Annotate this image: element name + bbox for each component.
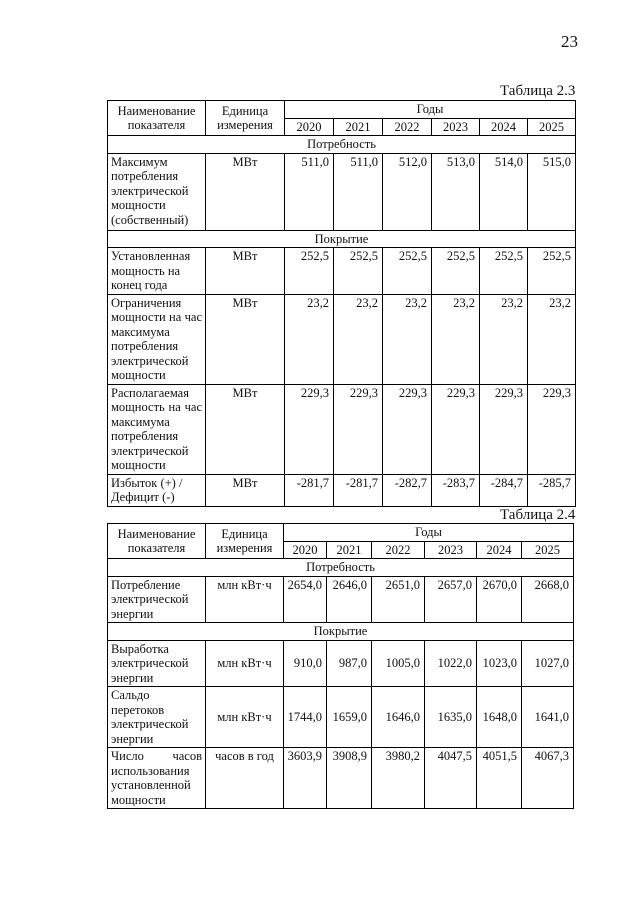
cell-value: 515,0 xyxy=(528,153,576,230)
section-title: Покрытие xyxy=(108,230,576,248)
row-name: Избыток (+) / Дефицит (-) xyxy=(108,474,206,506)
cell-value: 23,2 xyxy=(432,294,480,384)
table-row xyxy=(108,474,576,506)
header-year: 2024 xyxy=(480,118,528,136)
table-row xyxy=(108,687,574,748)
page-number: 23 xyxy=(561,32,578,51)
header-year: 2023 xyxy=(425,541,477,559)
table-row xyxy=(108,576,574,623)
cell-value: 4047,5 xyxy=(425,748,477,809)
cell-value: 1005,0 xyxy=(372,640,425,687)
cell-value: 2651,0 xyxy=(372,576,425,623)
cell-value: 4051,5 xyxy=(477,748,522,809)
row-name: Установленная мощность на конец года xyxy=(108,248,206,295)
cell-value: 511,0 xyxy=(334,153,383,230)
cell-value: 3603,9 xyxy=(284,748,327,809)
cell-value: 1659,0 xyxy=(327,687,372,748)
cell-value: 252,5 xyxy=(285,248,334,295)
cell-value: 229,3 xyxy=(528,384,576,474)
table-row xyxy=(108,640,574,687)
row-unit: МВт xyxy=(206,384,285,474)
cell-value: 1641,0 xyxy=(522,687,574,748)
header-years: Годы xyxy=(285,101,576,119)
header-unit: Единица измерения xyxy=(206,101,285,136)
cell-value: 252,5 xyxy=(334,248,383,295)
section-title: Покрытие xyxy=(108,623,574,641)
cell-value: 4067,3 xyxy=(522,748,574,809)
cell-value: -284,7 xyxy=(480,474,528,506)
cell-value: 23,2 xyxy=(334,294,383,384)
row-unit: МВт xyxy=(206,294,285,384)
cell-value: 2670,0 xyxy=(477,576,522,623)
cell-value: 23,2 xyxy=(528,294,576,384)
header-year: 2024 xyxy=(477,541,522,559)
cell-value: 1635,0 xyxy=(425,687,477,748)
cell-value: 252,5 xyxy=(383,248,432,295)
section-title: Потребность xyxy=(108,136,576,154)
header-year: 2021 xyxy=(334,118,383,136)
cell-value: 229,3 xyxy=(383,384,432,474)
cell-value: 252,5 xyxy=(528,248,576,295)
row-unit: МВт xyxy=(206,248,285,295)
row-name: Сальдо перетоков электрической энергии xyxy=(108,687,206,748)
table-row xyxy=(108,748,574,809)
header-year: 2025 xyxy=(522,541,574,559)
row-name: Потребление электрической энергии xyxy=(108,576,206,623)
cell-value: 910,0 xyxy=(284,640,327,687)
header-year: 2020 xyxy=(284,541,327,559)
cell-value: 252,5 xyxy=(480,248,528,295)
row-unit: млн кВт·ч xyxy=(206,576,284,623)
header-unit: Единица измерения xyxy=(206,524,284,559)
cell-value: 511,0 xyxy=(285,153,334,230)
row-unit: часов в год xyxy=(206,748,284,809)
cell-value: 229,3 xyxy=(285,384,334,474)
cell-value: 23,2 xyxy=(480,294,528,384)
table-row xyxy=(108,384,576,474)
table-2-3-caption: Таблица 2.3 xyxy=(500,83,576,99)
table-2-3 xyxy=(107,100,576,507)
table-row xyxy=(108,248,576,295)
cell-value: 3980,2 xyxy=(372,748,425,809)
cell-value: 252,5 xyxy=(432,248,480,295)
row-unit: млн кВт·ч xyxy=(206,687,284,748)
cell-value: 229,3 xyxy=(334,384,383,474)
cell-value: 987,0 xyxy=(327,640,372,687)
section-title: Потребность xyxy=(108,559,574,577)
row-name: Ограничения мощности на час максимума потребления электрической мощности xyxy=(108,294,206,384)
cell-value: 513,0 xyxy=(432,153,480,230)
header-years: Годы xyxy=(284,524,574,542)
cell-value: 23,2 xyxy=(383,294,432,384)
cell-value: 2654,0 xyxy=(284,576,327,623)
header-year: 2021 xyxy=(327,541,372,559)
table-row xyxy=(108,294,576,384)
cell-value: 514,0 xyxy=(480,153,528,230)
row-name: Выработка электрической энергии xyxy=(108,640,206,687)
row-name: Располагаемая мощность на час максимума потребления электрической мощности xyxy=(108,384,206,474)
cell-value: 3908,9 xyxy=(327,748,372,809)
cell-value: 229,3 xyxy=(480,384,528,474)
cell-value: 229,3 xyxy=(432,384,480,474)
cell-value: 1023,0 xyxy=(477,640,522,687)
header-year: 2022 xyxy=(372,541,425,559)
cell-value: 23,2 xyxy=(285,294,334,384)
cell-value: -281,7 xyxy=(334,474,383,506)
cell-value: 512,0 xyxy=(383,153,432,230)
table-row xyxy=(108,153,576,230)
cell-value: 2668,0 xyxy=(522,576,574,623)
cell-value: 1027,0 xyxy=(522,640,574,687)
cell-value: -281,7 xyxy=(285,474,334,506)
header-name: Наименование показателя xyxy=(108,101,206,136)
cell-value: 1646,0 xyxy=(372,687,425,748)
cell-value: -282,7 xyxy=(383,474,432,506)
table-2-4 xyxy=(107,523,574,809)
table-2-4-caption: Таблица 2.4 xyxy=(500,507,576,523)
cell-value: -283,7 xyxy=(432,474,480,506)
row-unit: млн кВт·ч xyxy=(206,640,284,687)
header-year: 2022 xyxy=(383,118,432,136)
header-year: 2020 xyxy=(285,118,334,136)
cell-value: 1022,0 xyxy=(425,640,477,687)
row-unit: МВт xyxy=(206,153,285,230)
cell-value: 1744,0 xyxy=(284,687,327,748)
header-year: 2025 xyxy=(528,118,576,136)
header-year: 2023 xyxy=(432,118,480,136)
header-name: Наименование показателя xyxy=(108,524,206,559)
row-name: Число часов использования установленной мощности xyxy=(108,748,206,809)
row-name: Максимум потребления электрической мощности (собственный) xyxy=(108,153,206,230)
cell-value: 1648,0 xyxy=(477,687,522,748)
cell-value: 2646,0 xyxy=(327,576,372,623)
cell-value: 2657,0 xyxy=(425,576,477,623)
cell-value: -285,7 xyxy=(528,474,576,506)
row-unit: МВт xyxy=(206,474,285,506)
